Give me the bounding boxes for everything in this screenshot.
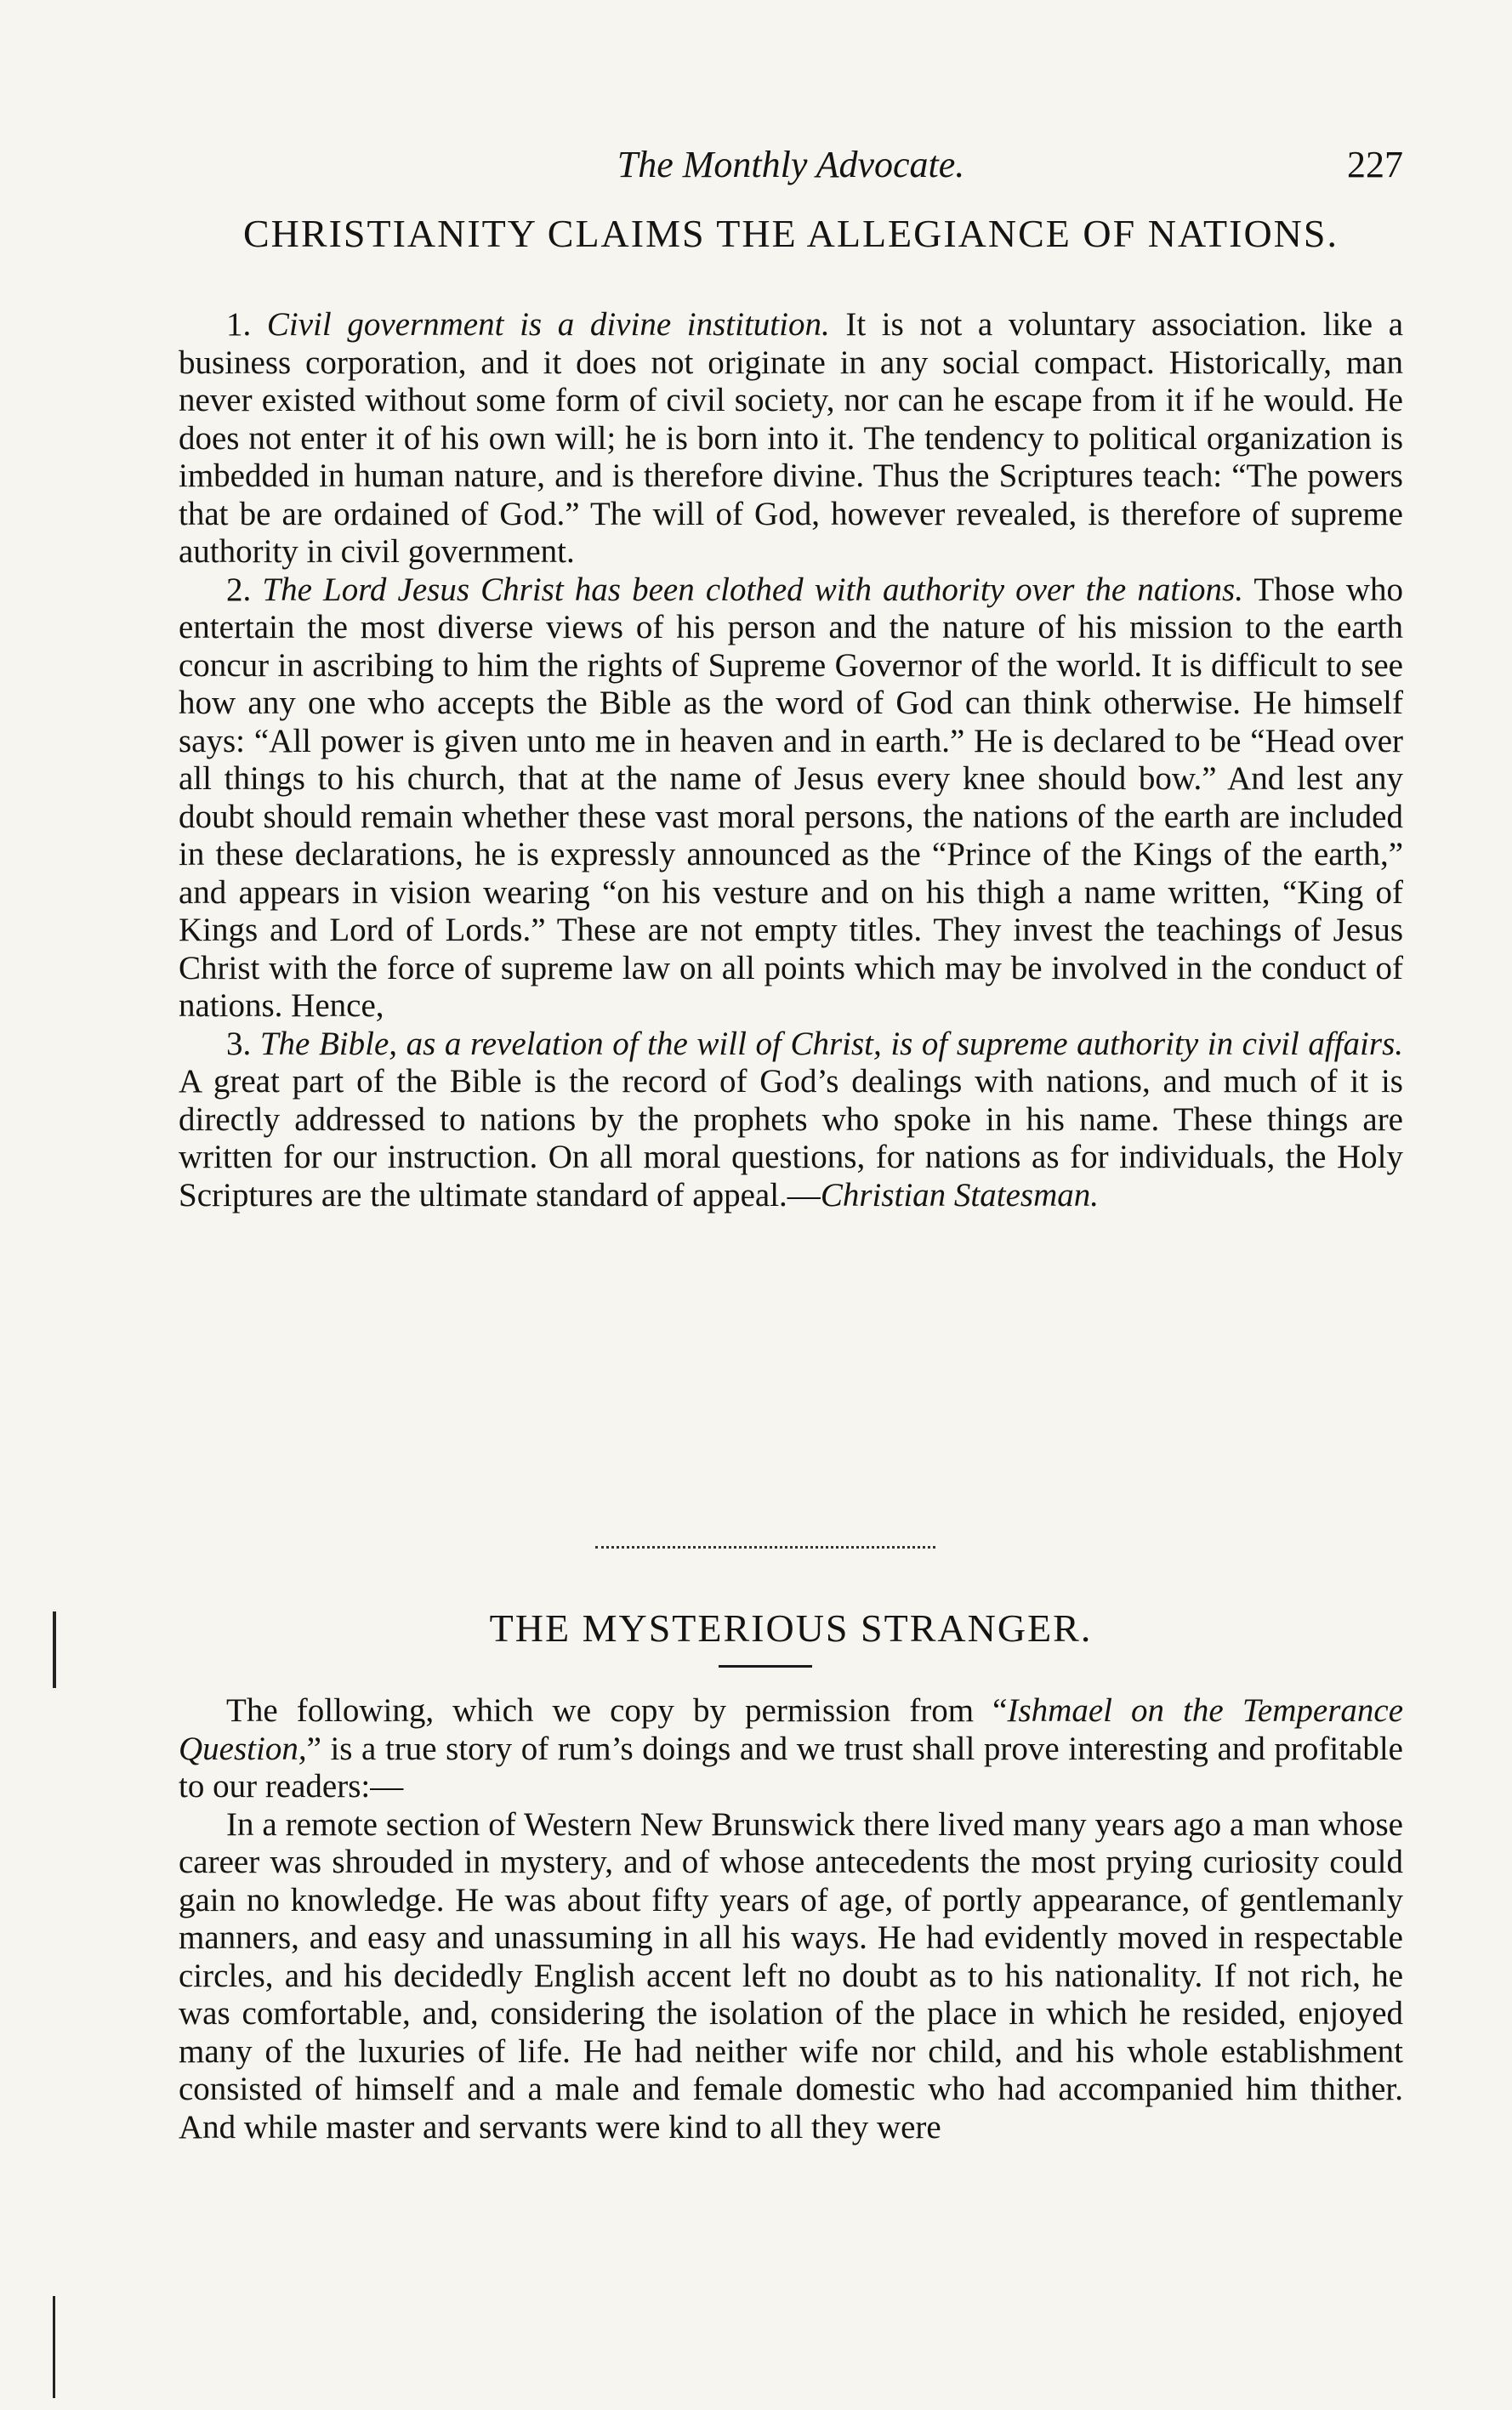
margin-mark	[53, 2296, 55, 2398]
paragraph-number: 3.	[226, 1025, 252, 1062]
paragraph	[179, 1806, 1403, 2147]
article-title: CHRISTIANITY CLAIMS THE ALLEGIANCE OF NATIONS.	[243, 212, 1339, 255]
page-number: 227	[1347, 144, 1403, 185]
running-header	[179, 143, 1403, 194]
paragraph-lead: The Bible, as a revelation of the will of Christ, is of supreme authority in civil affairs.	[259, 1025, 1404, 1062]
article-title: THE MYSTERIOUS STRANGER.	[489, 1606, 1093, 1650]
paragraph	[179, 306, 1403, 571]
article-body	[179, 306, 1403, 1214]
paragraph-text: Those who entertain the most diverse views of his person and the nature of his mission to the earth concur in ascribing to him the rights of Supreme Governor of the world. It is difficult to see how any one who accepts the Bible as the word of God can think otherwise. He himself says: “All power is given unto me in heaven and in earth.” He is declared to be “Head over all things to his church, that at the name of Jesus every knee should bow.” And lest any doubt should remain whether these vast moral persons, the nations of the earth are included in these declarations, he is expressly announced as the “Prince of the Kings of the earth,” and appears in vision wearing “on his vesture and on his thigh a name written, “King of Kings and Lord of Lords.” These are not empty titles. They invest the teachings of Jesus Christ with the force of supreme law on all points which may be involved in the conduct of nations. Hence,	[179, 571, 1403, 1024]
paragraph	[179, 1026, 1403, 1215]
paragraph	[179, 1692, 1403, 1806]
paragraph-text: A great part of the Bible is the record of God’s dealings with nations, and much of it is directly addressed to nations by the prophets who spoke in his name. These things are written for our instruction. On all moral questions, for nations as for individuals, the Holy Scriptures are the ultimate standard of appeal.—	[179, 1063, 1403, 1214]
paragraph-lead: Civil government is a divine institution.	[266, 306, 830, 343]
source-citation: Christian Statesman.	[820, 1176, 1100, 1214]
title-underline	[719, 1665, 812, 1668]
paragraph	[179, 571, 1403, 1026]
paragraph-number: 2.	[226, 571, 252, 608]
source-citation: Ishmael on the Temperance Question,	[179, 1692, 1404, 1767]
paragraph-text: The following, which we copy by permission from “	[226, 1692, 1008, 1729]
article-body	[179, 1692, 1403, 2146]
running-title: The Monthly Advocate.	[617, 144, 965, 185]
paragraph-lead: The Lord Jesus Christ has been clothed with authority over the nations.	[262, 571, 1243, 608]
paragraph-text: In a remote section of Western New Brunswick there lived many years ago a man whose career was shrouded in mystery, and of whose antecedents the most prying curiosity could gain no knowledge. He was about fifty years of age, of portly appearance, of gentlemanly manners, and easy and unassuming in all his ways. He had evidently moved in respectable circles, and his decidedly English accent left no doubt as to his nationality. If not rich, he was comfortable, and, considering the isolation of the place in which he resided, enjoyed many of the luxuries of life. He had neither wife nor child, and his whole establishment consisted of himself and a male and female domestic who had accompanied him thither. And while master and servants were kind to all they were	[179, 1805, 1403, 2146]
paragraph-number: 1.	[226, 306, 252, 343]
paragraph-text: ” is a true story of rum’s doings and we trust shall prove interesting and profitable to our readers:—	[179, 1730, 1403, 1805]
paragraph-text: It is not a voluntary association. like a business corporation, and it does not originate in any social compact. Historically, man never existed without some form of civil society, nor can he escape from it if he would. He does not enter it of his own will; he is born into it. The tendency to political organization is imbedded in human nature, and is therefore divine. Thus the Scriptures teach: “The powers that be are ordained of God.” The will of God, however revealed, is therefore of supreme authority in civil government.	[179, 306, 1404, 570]
margin-mark	[53, 1611, 56, 1688]
section-divider	[595, 1546, 935, 1549]
